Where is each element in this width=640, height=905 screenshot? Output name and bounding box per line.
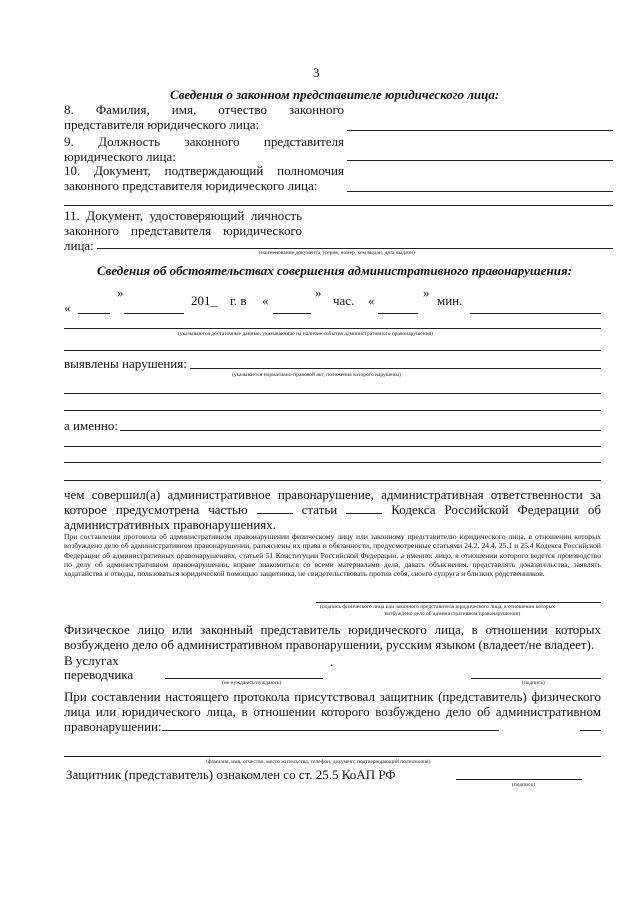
quote-open-minute: « [368,293,375,308]
field-9-label: 9. Должность законного представителя юридического лица: [64,134,344,164]
field-11-label: 11. Документ, удостоверяющий личность законного представителя юридического лица: [64,208,302,253]
field-11-caption: (наименование документа, (серия, номер, кем выдан, дата выдачи) [259,250,415,256]
field-10-label: 10. Документ, подтверждающий полномочия законного представителя юридического лица: [64,163,344,193]
violations-line-2[interactable] [64,393,601,394]
circumstances-line-1[interactable] [64,328,601,329]
quote-close-hour: » [315,285,322,300]
field-10-input-line[interactable] [347,191,613,192]
interpreter-dot: . [330,654,334,669]
section-heading-representative: Сведения о законном представителе юридического лица: [170,87,500,102]
defender-input-line-end[interactable] [580,730,601,731]
violations-label: выявлены нарушения: [64,356,187,371]
quote-open-day: « [64,300,71,315]
defender-signature-caption: (подпись) [512,782,535,788]
interpreter-label-1: В услугах [64,653,119,668]
month-input-line[interactable] [124,313,184,314]
namely-label: а именно: [64,418,118,433]
rights-explanation-text: При составлении протокола об административном правонарушении физическому лицу или законному представителю юридического лица, в отношении которых возбуждено дело об административном правонарушении, разъяснены их права и обязанности, предусмотренные статьями 24.2, 24.4, 25.1 и 25.4 Кодекса Российской Федерации об административных правонарушениях, статьей 51 Конституции Российской Федерации, а именно: лицо, в отношении которого ведется производство по делу об административном правонарушении, вправе знакомиться со всеми материалами дела, давать объяснения, представлять доказательства, заявлять ходатайства и отводы, пользоваться юридической помощью защитника, не свидетельствовать против себя, своего супруга и близких родственников. [64,532,601,579]
field-8-input-line[interactable] [347,130,613,131]
field-11-input-line[interactable] [97,248,613,249]
defender-acquainted-text: Защитник (представитель) ознакомлен со ст. 25.5 КоАП РФ [66,767,396,782]
defender-input-line[interactable] [162,730,499,731]
defender-paragraph: При составлении настоящего протокола присутствовал защитник (представитель) физического лица или юридического лица, в отношении которого возбуждено дело об административном правонарушении: [64,689,601,734]
language-paragraph: Физическое лицо или законный представитель юридического лица, в отношении которых возбуждено дело об административном правонарушении, русским языком (владеет/не владеет). [64,622,601,652]
part-input-line[interactable] [257,513,293,514]
circumstances-caption: (указываются достаточные данные, указывающие на наличие события административного правонарушения) [178,331,433,337]
section-heading-circumstances: Сведения об обстоятельствах совершения административного правонарушения: [97,263,572,278]
interpreter-signature-caption: (подпись) [522,680,545,686]
place-input-line[interactable] [470,313,601,314]
liability-paragraph: чем совершил(а) административное правонарушение, административная ответственности за которое предусмотрена частью статьи Кодекса Российской Федерации об административных правонарушениях. [64,487,602,532]
minute-input-line[interactable] [378,313,418,314]
defender-signature-line[interactable] [456,779,582,780]
year-suffix-text: г. в [230,293,247,308]
quote-close-minute: » [423,285,430,300]
quote-close-day: » [117,285,124,300]
interpreter-need-line[interactable] [165,678,323,679]
defender-caption: (фамилия, имя, отчество, место жительства, телефон, документ, подтверждающий полномочия) [206,759,431,765]
violations-line-3[interactable] [64,410,601,411]
field-8-label: 8. Фамилия, имя, отчество законного представителя юридического лица: [64,102,344,132]
year-text: 201_ [191,293,217,308]
namely-line-4[interactable] [64,480,601,481]
person-signature-caption-2: возбуждено дело об административном правонарушении) [385,611,521,617]
day-input-line[interactable] [78,313,110,314]
namely-input-line[interactable] [120,430,601,431]
page-number: 3 [313,65,320,80]
hours-label: час. [333,293,355,308]
namely-line-2[interactable] [64,446,601,447]
minutes-label: мин. [437,293,463,308]
article-input-line[interactable] [346,513,382,514]
interpreter-need-caption: (не нуждаюсь/нуждаюсь) [222,680,282,686]
interpreter-label-2: переводчика [64,667,134,682]
circumstances-line-2[interactable] [64,350,601,351]
namely-line-3[interactable] [64,462,601,463]
violations-caption: (указывается нормативно-правовой акт, положения которого нарушены) [232,372,401,378]
hour-input-line[interactable] [273,313,311,314]
quote-open-hour: « [262,293,269,308]
field-10-input-line-2[interactable] [64,205,613,206]
violations-input-line[interactable] [190,368,601,369]
defender-input-line-2[interactable] [64,756,601,757]
person-signature-line[interactable] [316,602,601,603]
field-9-input-line[interactable] [347,160,613,161]
interpreter-signature-line[interactable] [471,678,601,679]
person-signature-caption-1: (подпись физического лица или законного представителя юридического лица, в отношении которых [320,604,556,610]
